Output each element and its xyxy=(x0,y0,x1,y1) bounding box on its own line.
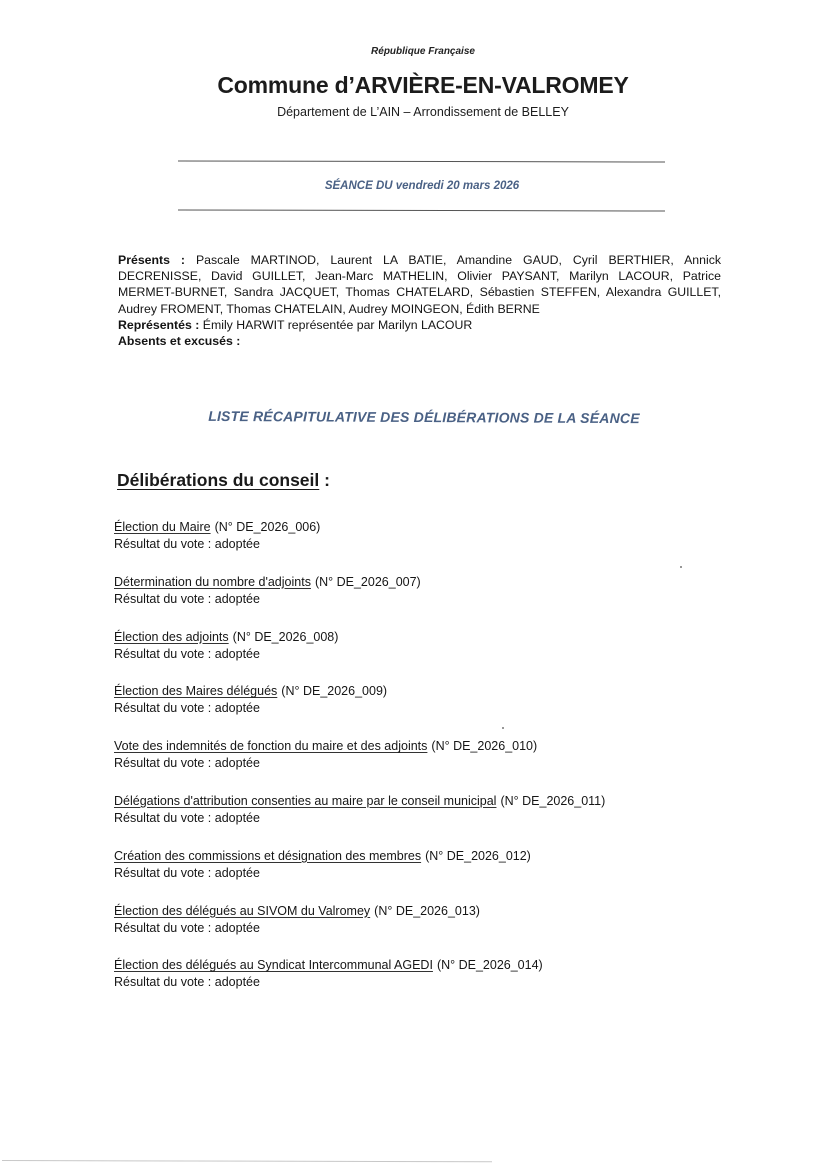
vote-result-value: adoptée xyxy=(214,810,260,825)
vote-result-value: adoptée xyxy=(214,537,260,551)
deliberation-number: (N° DE_2026_014) xyxy=(436,958,543,973)
vote-result-label: Résultat du vote : xyxy=(114,865,215,880)
vote-result-label: Résultat du vote : xyxy=(114,701,215,716)
deliberation-title: Élection des délégués au Syndicat Intercommunal AGEDI xyxy=(114,958,433,973)
scan-speck xyxy=(680,566,682,568)
vote-result-value: adoptée xyxy=(214,646,260,661)
absents-label: Absents et excusés : xyxy=(118,334,241,349)
deliberation-item xyxy=(114,957,734,1012)
deliberation-item xyxy=(114,903,734,958)
departement-subtitle: Département de L’AIN – Arrondissement de BELLEY xyxy=(277,105,569,119)
seance-date: SÉANCE DU vendredi 20 mars 2026 xyxy=(324,180,520,192)
representes-paragraph xyxy=(118,317,721,333)
liste-recapitulative-title: LISTE RÉCAPITULATIVE DES DÉLIBÉRATIONS DE LA SÉANCE xyxy=(208,407,640,427)
deliberations-heading xyxy=(117,470,330,491)
vote-result-label: Résultat du vote : xyxy=(114,591,215,606)
deliberation-item xyxy=(114,519,734,574)
deliberation-item xyxy=(114,629,734,684)
deliberation-item xyxy=(114,848,734,903)
deliberation-title: Élection du Maire xyxy=(114,520,211,534)
deliberation-title: Élection des adjoints xyxy=(114,629,229,644)
deliberation-number: (N° DE_2026_011) xyxy=(500,793,606,808)
vote-result-value: adoptée xyxy=(214,756,260,771)
vote-result-label: Résultat du vote : xyxy=(114,756,215,771)
deliberation-title: Vote des indemnités de fonction du maire et des adjoints xyxy=(114,739,428,754)
vote-result-value: adoptée xyxy=(214,701,260,716)
deliberation-number: (N° DE_2026_007) xyxy=(314,574,421,589)
deliberation-number: (N° DE_2026_009) xyxy=(281,684,388,699)
page-bottom-edge xyxy=(2,1160,492,1162)
scan-speck xyxy=(502,727,504,729)
presents-list: Pascale MARTINOD, Laurent LA BATIE, Amandine GAUD, Cyril BERTHIER, Annick DECRENISSE, David GUILLET, Jean-Marc MATHELIN, Olivier PAYSANT, Marilyn LACOUR, Patrice MERMET-BURNET, Sandra JACQUET, Thomas CHATELARD, Sébastien STEFFEN, Alexandra GUILLET, Audrey FROMENT, Thomas CHATELAIN, Audrey MOINGEON, Édith BERNE xyxy=(118,253,722,316)
deliberations-list xyxy=(114,519,734,1012)
deliberation-item xyxy=(114,574,734,629)
deliberation-item xyxy=(114,683,734,738)
deliberation-number: (N° DE_2026_006) xyxy=(214,520,321,534)
vote-result-label: Résultat du vote : xyxy=(114,646,215,661)
vote-result-value: adoptée xyxy=(214,865,260,880)
deliberations-heading-suffix: : xyxy=(319,470,330,490)
presents-paragraph xyxy=(118,252,721,317)
presents-label: Présents : xyxy=(118,253,185,267)
divider-bottom xyxy=(178,209,665,211)
deliberation-title: Élection des Maires délégués xyxy=(114,684,278,699)
deliberations-heading-text: Délibérations du conseil xyxy=(117,470,320,490)
divider-top xyxy=(178,160,665,162)
deliberation-number: (N° DE_2026_008) xyxy=(232,629,339,644)
vote-result-label: Résultat du vote : xyxy=(114,975,215,990)
absents-paragraph xyxy=(118,333,721,349)
deliberation-title: Création des commissions et désignation des membres xyxy=(114,848,422,863)
commune-title: Commune d’ARVIÈRE-EN-VALROMEY xyxy=(217,72,629,98)
deliberation-item xyxy=(114,738,734,793)
presence-section xyxy=(118,252,721,349)
vote-result-label: Résultat du vote : xyxy=(114,810,215,825)
deliberation-number: (N° DE_2026_012) xyxy=(425,848,531,863)
deliberation-number: (N° DE_2026_013) xyxy=(374,903,480,918)
representes-list: Émily HARWIT représentée par Marilyn LACOUR xyxy=(202,317,473,332)
deliberation-item xyxy=(114,793,734,848)
representes-label: Représentés : xyxy=(118,317,200,332)
deliberation-number: (N° DE_2026_010) xyxy=(431,739,538,754)
vote-result-value: adoptée xyxy=(214,920,260,935)
vote-result-value: adoptée xyxy=(214,975,260,990)
vote-result-label: Résultat du vote : xyxy=(114,920,215,935)
deliberation-title: Détermination du nombre d'adjoints xyxy=(114,574,311,589)
vote-result-label: Résultat du vote : xyxy=(114,537,215,551)
vote-result-value: adoptée xyxy=(214,591,260,606)
republique-francaise-label: République Française xyxy=(371,46,475,57)
deliberation-title: Délégations d'attribution consenties au maire par le conseil municipal xyxy=(114,793,497,808)
deliberation-title: Élection des délégués au SIVOM du Valromey xyxy=(114,903,371,918)
